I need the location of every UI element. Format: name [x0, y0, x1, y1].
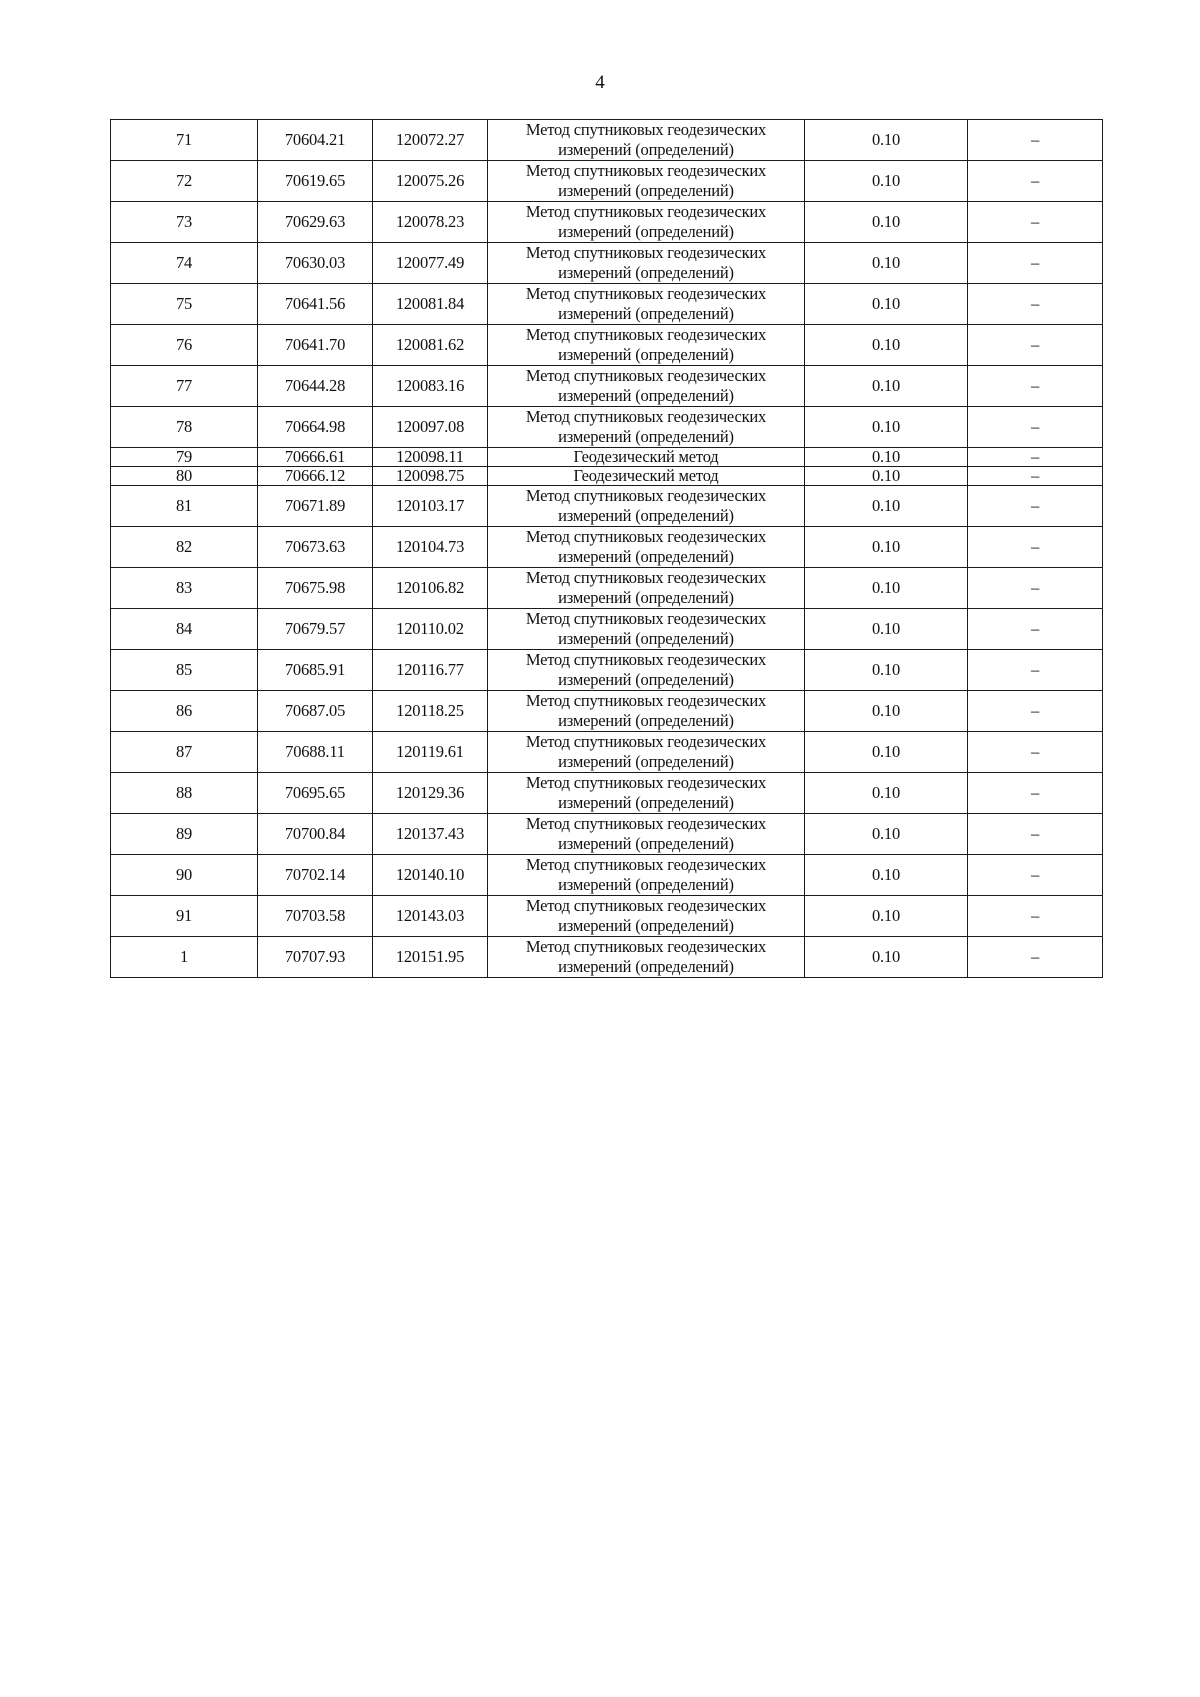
y-coordinate-cell: 120137.43 [373, 814, 488, 855]
point-number-cell: 79 [111, 448, 258, 467]
note-cell: – [968, 650, 1103, 691]
coordinates-table-body [111, 120, 1103, 978]
accuracy-cell: 0.10 [805, 407, 968, 448]
x-coordinate-cell: 70687.05 [258, 691, 373, 732]
point-number-cell: 71 [111, 120, 258, 161]
note-cell: – [968, 814, 1103, 855]
accuracy-cell: 0.10 [805, 366, 968, 407]
x-coordinate-cell: 70630.03 [258, 243, 373, 284]
point-number-cell: 89 [111, 814, 258, 855]
method-cell: Метод спутниковых геодезических измерений (определений) [488, 161, 805, 202]
point-number-cell: 88 [111, 773, 258, 814]
point-number-cell: 1 [111, 937, 258, 978]
point-number-cell: 90 [111, 855, 258, 896]
y-coordinate-cell: 120097.08 [373, 407, 488, 448]
x-coordinate-cell: 70629.63 [258, 202, 373, 243]
accuracy-cell: 0.10 [805, 937, 968, 978]
y-coordinate-cell: 120140.10 [373, 855, 488, 896]
point-number-cell: 73 [111, 202, 258, 243]
note-cell: – [968, 366, 1103, 407]
accuracy-cell: 0.10 [805, 568, 968, 609]
accuracy-cell: 0.10 [805, 243, 968, 284]
point-number-cell: 85 [111, 650, 258, 691]
y-coordinate-cell: 120083.16 [373, 366, 488, 407]
accuracy-cell: 0.10 [805, 732, 968, 773]
table-row [111, 467, 1103, 486]
point-number-cell: 86 [111, 691, 258, 732]
x-coordinate-cell: 70641.56 [258, 284, 373, 325]
x-coordinate-cell: 70685.91 [258, 650, 373, 691]
coordinates-table [110, 119, 1103, 978]
note-cell: – [968, 325, 1103, 366]
point-number-cell: 84 [111, 609, 258, 650]
x-coordinate-cell: 70604.21 [258, 120, 373, 161]
x-coordinate-cell: 70700.84 [258, 814, 373, 855]
table-row [111, 284, 1103, 325]
note-cell: – [968, 773, 1103, 814]
note-cell: – [968, 120, 1103, 161]
method-cell: Метод спутниковых геодезических измерений (определений) [488, 120, 805, 161]
method-cell: Метод спутниковых геодезических измерений (определений) [488, 202, 805, 243]
x-coordinate-cell: 70679.57 [258, 609, 373, 650]
y-coordinate-cell: 120106.82 [373, 568, 488, 609]
point-number-cell: 91 [111, 896, 258, 937]
note-cell: – [968, 691, 1103, 732]
x-coordinate-cell: 70666.61 [258, 448, 373, 467]
table-row [111, 937, 1103, 978]
table-row [111, 691, 1103, 732]
page-number: 4 [595, 72, 605, 93]
y-coordinate-cell: 120143.03 [373, 896, 488, 937]
method-cell: Метод спутниковых геодезических измерений (определений) [488, 325, 805, 366]
method-cell: Метод спутниковых геодезических измерений (определений) [488, 243, 805, 284]
table-row [111, 202, 1103, 243]
x-coordinate-cell: 70673.63 [258, 527, 373, 568]
note-cell: – [968, 486, 1103, 527]
method-cell: Метод спутниковых геодезических измерений (определений) [488, 896, 805, 937]
point-number-cell: 83 [111, 568, 258, 609]
method-cell: Метод спутниковых геодезических измерений (определений) [488, 937, 805, 978]
note-cell: – [968, 448, 1103, 467]
x-coordinate-cell: 70671.89 [258, 486, 373, 527]
x-coordinate-cell: 70666.12 [258, 467, 373, 486]
method-cell: Метод спутниковых геодезических измерений (определений) [488, 814, 805, 855]
x-coordinate-cell: 70707.93 [258, 937, 373, 978]
y-coordinate-cell: 120081.62 [373, 325, 488, 366]
method-cell: Метод спутниковых геодезических измерений (определений) [488, 527, 805, 568]
accuracy-cell: 0.10 [805, 527, 968, 568]
x-coordinate-cell: 70619.65 [258, 161, 373, 202]
x-coordinate-cell: 70702.14 [258, 855, 373, 896]
y-coordinate-cell: 120129.36 [373, 773, 488, 814]
note-cell: – [968, 855, 1103, 896]
note-cell: – [968, 467, 1103, 486]
method-cell: Метод спутниковых геодезических измерений (определений) [488, 486, 805, 527]
y-coordinate-cell: 120103.17 [373, 486, 488, 527]
accuracy-cell: 0.10 [805, 448, 968, 467]
method-cell: Метод спутниковых геодезических измерений (определений) [488, 609, 805, 650]
note-cell: – [968, 527, 1103, 568]
point-number-cell: 72 [111, 161, 258, 202]
point-number-cell: 81 [111, 486, 258, 527]
note-cell: – [968, 161, 1103, 202]
accuracy-cell: 0.10 [805, 202, 968, 243]
y-coordinate-cell: 120151.95 [373, 937, 488, 978]
y-coordinate-cell: 120110.02 [373, 609, 488, 650]
accuracy-cell: 0.10 [805, 650, 968, 691]
y-coordinate-cell: 120118.25 [373, 691, 488, 732]
y-coordinate-cell: 120098.11 [373, 448, 488, 467]
point-number-cell: 82 [111, 527, 258, 568]
point-number-cell: 76 [111, 325, 258, 366]
note-cell: – [968, 284, 1103, 325]
note-cell: – [968, 407, 1103, 448]
y-coordinate-cell: 120116.77 [373, 650, 488, 691]
table-row [111, 896, 1103, 937]
method-cell: Метод спутниковых геодезических измерений (определений) [488, 691, 805, 732]
table-row [111, 773, 1103, 814]
table-row [111, 732, 1103, 773]
method-cell: Метод спутниковых геодезических измерений (определений) [488, 568, 805, 609]
method-cell: Метод спутниковых геодезических измерений (определений) [488, 366, 805, 407]
point-number-cell: 78 [111, 407, 258, 448]
accuracy-cell: 0.10 [805, 467, 968, 486]
table-row [111, 120, 1103, 161]
y-coordinate-cell: 120081.84 [373, 284, 488, 325]
note-cell: – [968, 609, 1103, 650]
note-cell: – [968, 202, 1103, 243]
y-coordinate-cell: 120077.49 [373, 243, 488, 284]
method-cell: Геодезический метод [488, 448, 805, 467]
accuracy-cell: 0.10 [805, 325, 968, 366]
accuracy-cell: 0.10 [805, 773, 968, 814]
x-coordinate-cell: 70703.58 [258, 896, 373, 937]
method-cell: Метод спутниковых геодезических измерений (определений) [488, 284, 805, 325]
note-cell: – [968, 937, 1103, 978]
y-coordinate-cell: 120072.27 [373, 120, 488, 161]
note-cell: – [968, 896, 1103, 937]
accuracy-cell: 0.10 [805, 691, 968, 732]
x-coordinate-cell: 70695.65 [258, 773, 373, 814]
table-row [111, 609, 1103, 650]
accuracy-cell: 0.10 [805, 814, 968, 855]
x-coordinate-cell: 70641.70 [258, 325, 373, 366]
method-cell: Метод спутниковых геодезических измерений (определений) [488, 773, 805, 814]
table-row [111, 407, 1103, 448]
note-cell: – [968, 568, 1103, 609]
note-cell: – [968, 243, 1103, 284]
table-row [111, 243, 1103, 284]
accuracy-cell: 0.10 [805, 161, 968, 202]
x-coordinate-cell: 70664.98 [258, 407, 373, 448]
table-row [111, 325, 1103, 366]
accuracy-cell: 0.10 [805, 855, 968, 896]
accuracy-cell: 0.10 [805, 120, 968, 161]
y-coordinate-cell: 120098.75 [373, 467, 488, 486]
note-cell: – [968, 732, 1103, 773]
x-coordinate-cell: 70644.28 [258, 366, 373, 407]
accuracy-cell: 0.10 [805, 486, 968, 527]
x-coordinate-cell: 70675.98 [258, 568, 373, 609]
table-row [111, 448, 1103, 467]
x-coordinate-cell: 70688.11 [258, 732, 373, 773]
table-row [111, 161, 1103, 202]
accuracy-cell: 0.10 [805, 284, 968, 325]
method-cell: Геодезический метод [488, 467, 805, 486]
method-cell: Метод спутниковых геодезических измерений (определений) [488, 650, 805, 691]
table-row [111, 650, 1103, 691]
y-coordinate-cell: 120075.26 [373, 161, 488, 202]
method-cell: Метод спутниковых геодезических измерений (определений) [488, 407, 805, 448]
y-coordinate-cell: 120078.23 [373, 202, 488, 243]
point-number-cell: 74 [111, 243, 258, 284]
accuracy-cell: 0.10 [805, 609, 968, 650]
table-row [111, 568, 1103, 609]
table-row [111, 855, 1103, 896]
method-cell: Метод спутниковых геодезических измерений (определений) [488, 855, 805, 896]
point-number-cell: 75 [111, 284, 258, 325]
table-row [111, 814, 1103, 855]
table-row [111, 486, 1103, 527]
y-coordinate-cell: 120119.61 [373, 732, 488, 773]
point-number-cell: 80 [111, 467, 258, 486]
method-cell: Метод спутниковых геодезических измерений (определений) [488, 732, 805, 773]
accuracy-cell: 0.10 [805, 896, 968, 937]
y-coordinate-cell: 120104.73 [373, 527, 488, 568]
table-row [111, 366, 1103, 407]
point-number-cell: 77 [111, 366, 258, 407]
point-number-cell: 87 [111, 732, 258, 773]
table-row [111, 527, 1103, 568]
